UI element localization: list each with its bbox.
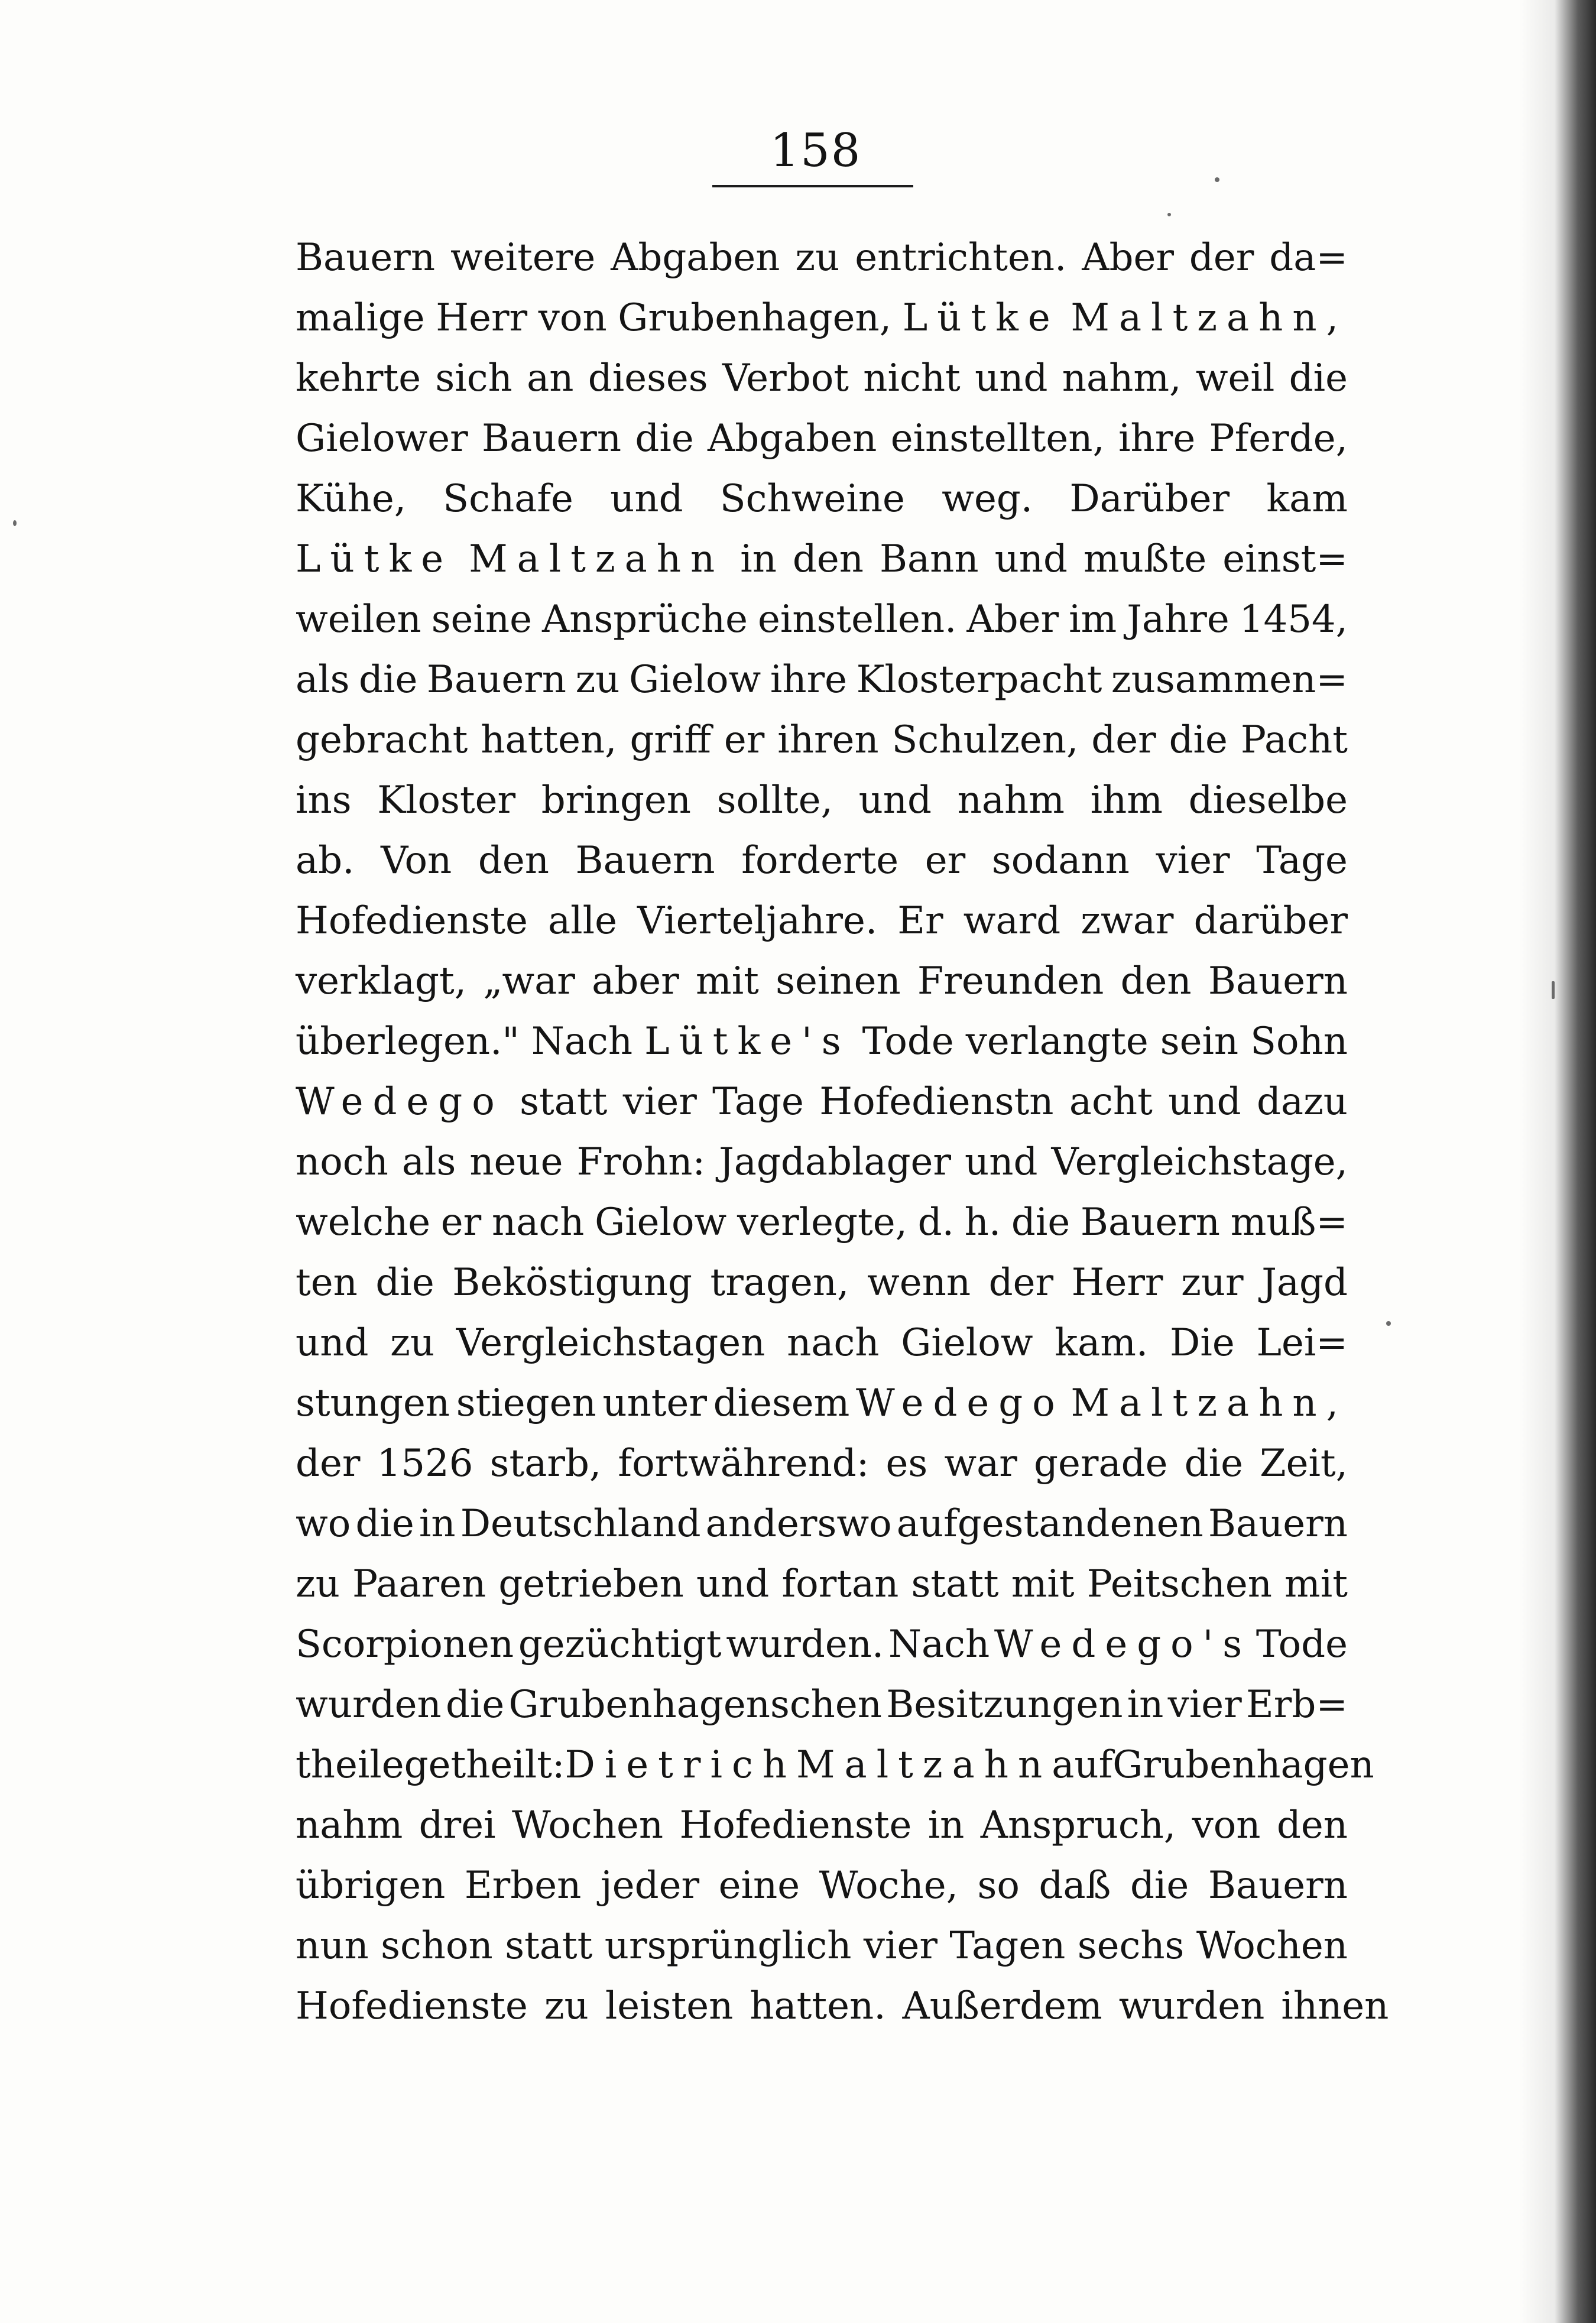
word: Tage: [712, 1080, 804, 1124]
word: die: [1011, 1201, 1071, 1244]
book-gutter-shadow: [1519, 0, 1596, 2323]
word: an: [527, 356, 574, 400]
word: vier: [1167, 1683, 1242, 1727]
word: Lei=: [1256, 1321, 1348, 1365]
word: Grubenhagenschen: [508, 1683, 882, 1727]
word: ihre: [1118, 417, 1196, 460]
word: Bauern: [1208, 959, 1348, 1003]
word: Ansprüche: [542, 598, 748, 641]
word: Kühe,: [296, 477, 407, 521]
word: ins: [296, 778, 352, 822]
page-number: 158: [770, 124, 862, 177]
word: Deutschland: [460, 1502, 701, 1546]
word: stungen: [296, 1381, 450, 1425]
word: „war: [483, 959, 575, 1003]
word: schon: [381, 1924, 493, 1968]
word: Aber: [966, 598, 1059, 641]
word: kehrte: [296, 356, 421, 400]
word: überlegen.": [296, 1020, 520, 1063]
text-line: [296, 830, 1348, 891]
word: Nach: [888, 1623, 990, 1666]
word: mit: [696, 959, 759, 1003]
word: die: [1184, 1442, 1243, 1485]
word: so: [977, 1864, 1020, 1907]
word: kam: [1266, 477, 1348, 521]
word: diesem: [713, 1381, 850, 1425]
text-line: [296, 408, 1348, 469]
word: nach: [787, 1321, 880, 1365]
text-line: [296, 891, 1348, 951]
word: entrichten.: [855, 236, 1067, 280]
word: zu: [390, 1321, 435, 1365]
word: dieselbe: [1188, 778, 1348, 822]
word: zu: [795, 236, 840, 280]
word: und: [1168, 1080, 1241, 1124]
word: acht: [1069, 1080, 1153, 1124]
word: auf: [1052, 1743, 1113, 1787]
word: Herr: [1071, 1261, 1163, 1305]
word: da=: [1269, 236, 1348, 280]
word: Zeit,: [1260, 1442, 1348, 1485]
word: er: [924, 839, 966, 883]
word: Bauern: [575, 839, 715, 883]
word: die: [375, 1261, 434, 1305]
word: getrieben: [498, 1562, 684, 1606]
word: Grubenhagen: [1112, 1743, 1374, 1787]
word: Sohn: [1250, 1020, 1348, 1063]
word: Lütke: [902, 296, 1060, 340]
word: als: [296, 658, 350, 702]
word: dieses: [588, 356, 708, 400]
text-line: [296, 1132, 1348, 1192]
word: fortan: [781, 1562, 899, 1606]
word: neue: [469, 1140, 563, 1184]
word: Wochen: [511, 1803, 664, 1847]
word: Grubenhagen,: [618, 296, 892, 340]
word: Besitzungen: [886, 1683, 1123, 1727]
text-line: [296, 1675, 1348, 1735]
word: Abgaben: [611, 236, 780, 280]
word: eine: [718, 1864, 800, 1907]
word: anderswo: [705, 1502, 892, 1546]
word: Gielow: [901, 1321, 1033, 1365]
word: Außerdem: [902, 1984, 1102, 2028]
word: Maltzahn: [796, 1743, 1052, 1787]
word: wo: [296, 1502, 351, 1546]
word: forderte: [741, 839, 899, 883]
word: mit: [1284, 1562, 1348, 1606]
word: im: [1069, 598, 1117, 641]
word: hatten.: [750, 1984, 886, 2028]
word: nach: [491, 1201, 585, 1244]
word: mit: [1011, 1562, 1075, 1606]
word: seinen: [776, 959, 901, 1003]
word: verlegte,: [737, 1201, 907, 1244]
text-line: [296, 1855, 1348, 1916]
word: der: [1091, 718, 1156, 762]
word: Paaren: [352, 1562, 486, 1606]
word: Maltzahn,: [1071, 296, 1348, 340]
word: Bauern: [426, 658, 566, 702]
text-line: [296, 1433, 1348, 1494]
word: in: [419, 1502, 456, 1546]
word: noch: [296, 1140, 388, 1184]
word: d.: [917, 1201, 954, 1244]
word: Beköstigung: [452, 1261, 692, 1305]
word: Wochen: [1196, 1924, 1348, 1968]
text-line: [296, 228, 1348, 288]
word: übrigen: [296, 1864, 446, 1907]
word: Pacht: [1240, 718, 1348, 762]
word: sich: [435, 356, 512, 400]
word: Jagdablager: [719, 1140, 951, 1184]
word: ihm: [1090, 778, 1163, 822]
word: Wedego: [856, 1381, 1065, 1425]
word: daß: [1039, 1864, 1111, 1907]
word: Tode: [1256, 1623, 1348, 1666]
text-line: [296, 1554, 1348, 1614]
word: ward: [963, 899, 1061, 943]
text-line: [296, 1011, 1348, 1072]
text-line: [296, 1795, 1348, 1855]
word: Bauern: [1080, 1201, 1220, 1244]
word: Nach: [531, 1020, 633, 1063]
text-line: [296, 770, 1348, 830]
word: sechs: [1077, 1924, 1185, 1968]
text-line: [296, 1916, 1348, 1976]
word: Gielow: [629, 658, 761, 702]
word: Die: [1170, 1321, 1235, 1365]
text-line: [296, 1735, 1374, 1795]
word: zusammen=: [1111, 658, 1348, 702]
word: kam.: [1055, 1321, 1149, 1365]
word: Lütke's: [644, 1020, 851, 1063]
word: ihre: [770, 658, 848, 702]
text-line: [296, 1253, 1348, 1313]
word: gezüchtigt: [518, 1623, 722, 1666]
word: weitere: [450, 236, 596, 280]
word: Schweine: [719, 477, 905, 521]
word: mußte: [1083, 537, 1207, 581]
text-line: [296, 1072, 1348, 1132]
word: jeder: [600, 1864, 700, 1907]
word: Maltzahn: [469, 537, 725, 581]
word: in: [740, 537, 777, 581]
text-line: [296, 1373, 1348, 1433]
word: die: [635, 417, 694, 460]
word: griff: [630, 718, 711, 762]
word: Herr: [436, 296, 528, 340]
word: Gielow: [595, 1201, 727, 1244]
word: Wedego: [296, 1080, 504, 1124]
word: zu: [296, 1562, 340, 1606]
word: den: [1120, 959, 1192, 1003]
word: wurden: [1118, 1984, 1265, 2028]
text-line: [296, 1494, 1348, 1554]
word: leisten: [605, 1984, 734, 2028]
header-rule: [712, 185, 913, 187]
word: h.: [964, 1201, 1001, 1244]
word: Vierteljahre.: [637, 899, 878, 943]
word: unter: [602, 1381, 707, 1425]
word: ihren: [777, 718, 879, 762]
word: ten: [296, 1261, 358, 1305]
text-line: [296, 951, 1348, 1011]
word: ursprünglich: [604, 1924, 852, 1968]
word: er: [440, 1201, 482, 1244]
word: sollte,: [716, 778, 833, 822]
word: weg.: [942, 477, 1033, 521]
word: Anspruch,: [980, 1803, 1176, 1847]
word: zur: [1181, 1261, 1244, 1305]
word: aufgestandenen: [896, 1502, 1204, 1546]
word: bringen: [541, 778, 691, 822]
word: der: [1189, 236, 1254, 280]
word: stiegen: [456, 1381, 596, 1425]
word: alle: [547, 899, 617, 943]
word: darüber: [1193, 899, 1348, 943]
word: Kloster: [377, 778, 516, 822]
word: und: [965, 1140, 1038, 1184]
word: in: [927, 1803, 965, 1847]
word: verlangte: [965, 1020, 1149, 1063]
word: Erb=: [1246, 1683, 1348, 1727]
word: und: [858, 778, 932, 822]
word: Darüber: [1069, 477, 1230, 521]
word: welche: [296, 1201, 431, 1244]
word: 1454,: [1239, 598, 1348, 641]
word: Freunden: [917, 959, 1104, 1003]
word: und: [610, 477, 683, 521]
word: Jagd: [1261, 1261, 1348, 1305]
text-line: [296, 1313, 1348, 1373]
body-text: [296, 228, 1389, 2036]
word: die: [445, 1683, 505, 1727]
word: den: [478, 839, 549, 883]
word: Klosterpacht: [856, 658, 1102, 702]
word: Gielower: [296, 417, 468, 460]
word: verklagt,: [296, 959, 467, 1003]
word: weil: [1195, 356, 1275, 400]
word: und: [994, 537, 1068, 581]
text-line: [296, 1192, 1348, 1253]
word: Tagen: [949, 1924, 1066, 1968]
word: gerade: [1034, 1442, 1168, 1485]
paper-speck: [1552, 981, 1555, 999]
word: die: [1289, 356, 1348, 400]
word: einstellten,: [890, 417, 1105, 460]
word: starb,: [489, 1442, 602, 1485]
word: Bann: [879, 537, 979, 581]
word: zwar: [1081, 899, 1174, 943]
word: Scorpionen: [296, 1623, 514, 1666]
word: statt: [911, 1562, 999, 1606]
word: Hofedienste: [679, 1803, 912, 1847]
word: Woche,: [819, 1864, 958, 1907]
word: vier: [863, 1924, 938, 1968]
word: Peitschen: [1086, 1562, 1272, 1606]
word: Aber: [1082, 236, 1174, 280]
word: Lütke: [296, 537, 453, 581]
paper-speck: [1167, 213, 1171, 216]
word: tragen,: [710, 1261, 849, 1305]
word: und: [296, 1321, 369, 1365]
word: Wedego's: [994, 1623, 1252, 1666]
word: einst=: [1222, 537, 1348, 581]
word: nahm,: [1062, 356, 1182, 400]
word: Maltzahn,: [1071, 1381, 1348, 1425]
word: in: [1127, 1683, 1164, 1727]
word: die: [355, 1502, 414, 1546]
word: Bauern: [296, 236, 436, 280]
word: Tode: [862, 1020, 954, 1063]
word: der: [988, 1261, 1054, 1305]
word: und: [696, 1562, 770, 1606]
text-line: [296, 469, 1348, 529]
word: einstellen.: [758, 598, 957, 641]
word: zu: [575, 658, 620, 702]
word: nun: [296, 1924, 369, 1968]
word: gebracht: [296, 718, 468, 762]
word: statt: [520, 1080, 608, 1124]
word: die: [359, 658, 418, 702]
word: Von: [381, 839, 452, 883]
word: malige: [296, 296, 425, 340]
word: Erben: [464, 1864, 582, 1907]
word: Dietrich: [565, 1743, 796, 1787]
word: Frohn:: [576, 1140, 706, 1184]
word: Bauern: [482, 417, 622, 460]
text-line: [296, 650, 1348, 710]
word: von: [538, 296, 607, 340]
word: Schafe: [443, 477, 573, 521]
word: hatten,: [481, 718, 617, 762]
word: Abgaben: [708, 417, 877, 460]
word: die: [1169, 718, 1228, 762]
word: als: [401, 1140, 456, 1184]
word: fortwährend:: [618, 1442, 870, 1485]
word: nahm: [957, 778, 1065, 822]
word: statt: [505, 1924, 593, 1968]
word: ihnen: [1281, 1984, 1389, 2028]
word: sodann: [991, 839, 1130, 883]
word: wurden.: [726, 1623, 884, 1666]
word: den: [792, 537, 864, 581]
text-line: [296, 710, 1348, 770]
word: sein: [1160, 1020, 1239, 1063]
word: Schulzen,: [891, 718, 1079, 762]
word: war: [944, 1442, 1017, 1485]
word: theile: [296, 1743, 404, 1787]
word: wenn: [867, 1261, 971, 1305]
word: nicht: [863, 356, 961, 400]
word: den: [1276, 1803, 1348, 1847]
word: 1526: [377, 1442, 473, 1485]
word: wurden: [296, 1683, 442, 1727]
word: Hofedienste: [296, 1984, 528, 2028]
word: weilen: [296, 598, 421, 641]
word: er: [724, 718, 765, 762]
word: dazu: [1256, 1080, 1348, 1124]
word: der: [296, 1442, 361, 1485]
word: vier: [1156, 839, 1230, 883]
text-line: [296, 589, 1348, 650]
paper-speck: [1386, 1321, 1391, 1326]
word: zu: [544, 1984, 589, 2028]
paper-speck: [1215, 177, 1219, 182]
word: Hofedienstn: [819, 1080, 1054, 1124]
word: Bauern: [1208, 1864, 1348, 1907]
text-line: [296, 288, 1348, 348]
word: muß=: [1230, 1201, 1348, 1244]
text-line: [296, 1614, 1348, 1675]
word: Er: [897, 899, 943, 943]
word: von: [1192, 1803, 1261, 1847]
word: drei: [419, 1803, 496, 1847]
word: Vergleichstage,: [1051, 1140, 1348, 1184]
word: und: [975, 356, 1048, 400]
word: getheilt:: [404, 1743, 565, 1787]
word: seine: [431, 598, 532, 641]
word: Verbot: [722, 356, 849, 400]
word: nahm: [296, 1803, 403, 1847]
text-line: [296, 1976, 1389, 2036]
text-line: [296, 529, 1348, 589]
word: Vergleichstagen: [456, 1321, 765, 1365]
word: Pferde,: [1209, 417, 1348, 460]
word: Hofedienste: [296, 899, 528, 943]
text-line: [296, 348, 1348, 408]
word: die: [1130, 1864, 1189, 1907]
word: Jahre: [1127, 598, 1230, 641]
word: es: [885, 1442, 928, 1485]
word: vier: [622, 1080, 697, 1124]
word: Tage: [1256, 839, 1348, 883]
paper-speck: [13, 520, 17, 526]
word: Bauern: [1208, 1502, 1348, 1546]
word: ab.: [296, 839, 355, 883]
word: aber: [592, 959, 679, 1003]
